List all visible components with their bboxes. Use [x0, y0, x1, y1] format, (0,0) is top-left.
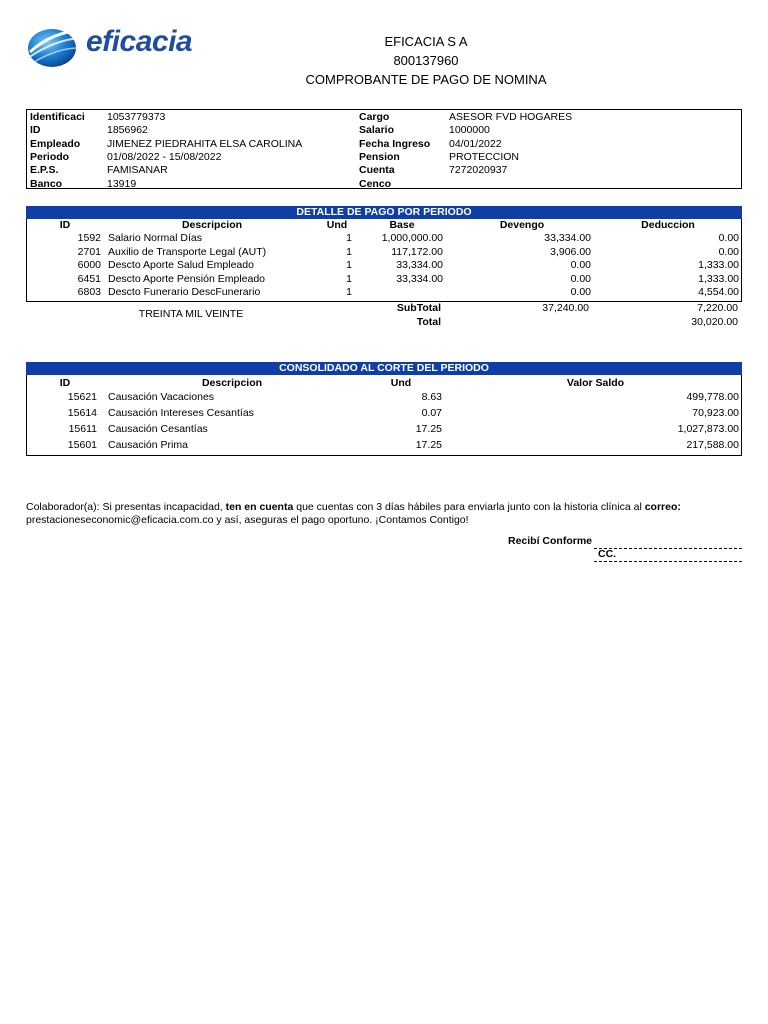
note-bold-1: ten en cuenta [225, 501, 294, 513]
detail-cell-deduccion: 0.00 [718, 245, 739, 258]
detail-cell-desc: Descto Funerario DescFunerario [108, 286, 261, 299]
consolidated-header-und: Und [390, 377, 412, 389]
detail-totals [26, 302, 742, 332]
consolidated-table [26, 375, 742, 456]
consolidated-cell-id: 15601 [67, 439, 97, 451]
employee-label: Fecha Ingreso [359, 137, 431, 150]
employee-value: ASESOR FVD HOGARES [449, 111, 573, 123]
consolidated-cell-id: 15611 [68, 423, 97, 435]
detail-header-desc: Descripcion [181, 219, 243, 231]
subtotal-deduccion: 7,220.00 [697, 302, 738, 314]
company-nit: 800137960 [393, 53, 459, 68]
employee-label: Salario [359, 124, 395, 137]
detail-table [26, 219, 742, 302]
detail-section [26, 206, 742, 332]
detail-cell-id: 6803 [77, 286, 101, 299]
total-label: Total [416, 316, 441, 328]
detail-cell-base: 33,334.00 [396, 272, 443, 285]
detail-cell-und: 1 [346, 272, 352, 285]
incapacity-note [26, 501, 746, 526]
employee-value: FAMISANAR [107, 164, 168, 177]
consolidated-cell-desc: Causación Prima [108, 439, 188, 451]
detail-cell-id: 1592 [77, 232, 101, 244]
consolidated-cell-id: 15614 [67, 407, 97, 419]
detail-cell-base: 33,334.00 [396, 259, 443, 272]
employee-info-box [26, 109, 742, 189]
detail-cell-devengo: 33,334.00 [544, 232, 591, 244]
employee-label: Periodo [30, 150, 70, 163]
consolidated-section [26, 362, 742, 456]
employee-label: Pension [359, 150, 400, 163]
detail-cell-desc: Auxilio de Transporte Legal (AUT) [108, 245, 267, 258]
employee-value: 1053779373 [107, 111, 166, 123]
detail-cell-base: 117,172.00 [391, 245, 443, 258]
employee-label: Cenco [359, 177, 392, 190]
detail-cell-deduccion: 1,333.00 [698, 259, 739, 272]
cc-line [594, 561, 742, 562]
detail-cell-und: 1 [346, 232, 352, 244]
employee-value: 13919 [107, 177, 137, 190]
note-line-2: prestacioneseconomic@eficacia.com.co y así, aseguras el pago oportuno. ¡Contamos Contigo! [26, 513, 469, 526]
detail-header-deduccion: Deduccion [641, 219, 695, 231]
detail-header-id: ID [59, 219, 71, 231]
amount-in-words: TREINTA MIL VEINTE [138, 308, 244, 320]
employee-label: Empleado [30, 137, 81, 150]
consolidated-cell-valor: 217,588.00 [686, 439, 739, 451]
employee-label: Cuenta [359, 164, 395, 177]
employee-label: Identificaci [30, 111, 85, 123]
consolidated-header-valor: Valor Saldo [566, 377, 625, 389]
consolidated-header-desc: Descripcion [201, 377, 263, 389]
consolidated-cell-und: 17.25 [415, 423, 442, 435]
note-text-2: que cuentas con 3 días hábiles para enviarla junto con la historia clínica al [293, 501, 645, 513]
detail-cell-devengo: 3,906.00 [550, 245, 591, 258]
detail-header-base: Base [389, 219, 415, 231]
detail-cell-deduccion: 1,333.00 [698, 272, 739, 285]
employee-label: Banco [30, 177, 63, 190]
detail-cell-deduccion: 0.00 [718, 232, 739, 244]
consolidated-cell-und: 17.25 [415, 439, 442, 451]
employee-value: 1000000 [449, 124, 490, 137]
company-name: EFICACIA S A [384, 34, 468, 49]
detail-cell-und: 1 [346, 245, 352, 258]
employee-value: 7272020937 [449, 164, 508, 177]
consolidated-cell-und: 8.63 [421, 391, 442, 403]
total-value: 30,020.00 [691, 316, 738, 328]
consolidated-cell-valor: 499,778.00 [686, 391, 739, 403]
employee-label: Cargo [359, 111, 390, 123]
detail-cell-id: 6000 [77, 259, 101, 272]
consolidated-cell-und: 0.07 [421, 407, 442, 419]
consolidated-header-id: ID [59, 377, 71, 389]
employee-value: 01/08/2022 - 15/08/2022 [107, 150, 222, 163]
consolidated-cell-desc: Causación Cesantías [108, 423, 208, 435]
employee-label: ID [30, 124, 41, 137]
detail-cell-devengo: 0.00 [570, 259, 591, 272]
consolidated-cell-id: 15621 [67, 391, 97, 403]
note-text-1: Colaborador(a): Si presentas incapacidad, [26, 501, 226, 513]
employee-value: JIMENEZ PIEDRAHITA ELSA CAROLINA [107, 137, 303, 150]
employee-value: 1856962 [107, 124, 148, 137]
employee-value: PROTECCION [449, 150, 520, 163]
detail-cell-id: 6451 [77, 272, 101, 285]
detail-cell-devengo: 0.00 [570, 272, 591, 285]
logo-wordmark: eficacia [86, 25, 193, 58]
detail-title: DETALLE DE PAGO POR PERIODO [26, 206, 742, 219]
detail-cell-desc: Descto Aporte Pensión Empleado [108, 272, 266, 285]
detail-header-devengo: Devengo [499, 219, 545, 231]
signature-line [594, 548, 742, 549]
consolidated-cell-desc: Causación Intereses Cesantías [108, 407, 254, 419]
note-bold-2: correo: [644, 501, 681, 513]
consolidated-cell-valor: 1,027,873.00 [677, 423, 739, 435]
consolidated-title: CONSOLIDADO AL CORTE DEL PERIODO [26, 362, 742, 375]
document-title: COMPROBANTE DE PAGO DE NOMINA [305, 72, 547, 87]
detail-cell-devengo: 0.00 [570, 286, 591, 299]
detail-cell-und: 1 [346, 286, 352, 299]
employee-label: E.P.S. [30, 164, 59, 177]
subtotal-devengo: 37,240.00 [542, 302, 589, 314]
detail-cell-deduccion: 4,554.00 [698, 286, 739, 299]
subtotal-label: SubTotal [396, 302, 441, 314]
employee-value: 04/01/2022 [449, 137, 502, 150]
detail-cell-und: 1 [346, 259, 352, 272]
consolidated-cell-desc: Causación Vacaciones [108, 391, 215, 403]
detail-cell-desc: Salario Normal Días [108, 232, 202, 244]
detail-header-und: Und [326, 219, 348, 231]
cc-label: CC. [598, 548, 617, 560]
detail-cell-id: 2701 [77, 245, 101, 258]
consolidated-cell-valor: 70,923.00 [692, 407, 739, 419]
detail-cell-base: 1,000,000.00 [381, 232, 443, 244]
recibi-conforme-label: Recibí Conforme [508, 535, 593, 547]
detail-cell-desc: Descto Aporte Salud Empleado [108, 259, 254, 272]
